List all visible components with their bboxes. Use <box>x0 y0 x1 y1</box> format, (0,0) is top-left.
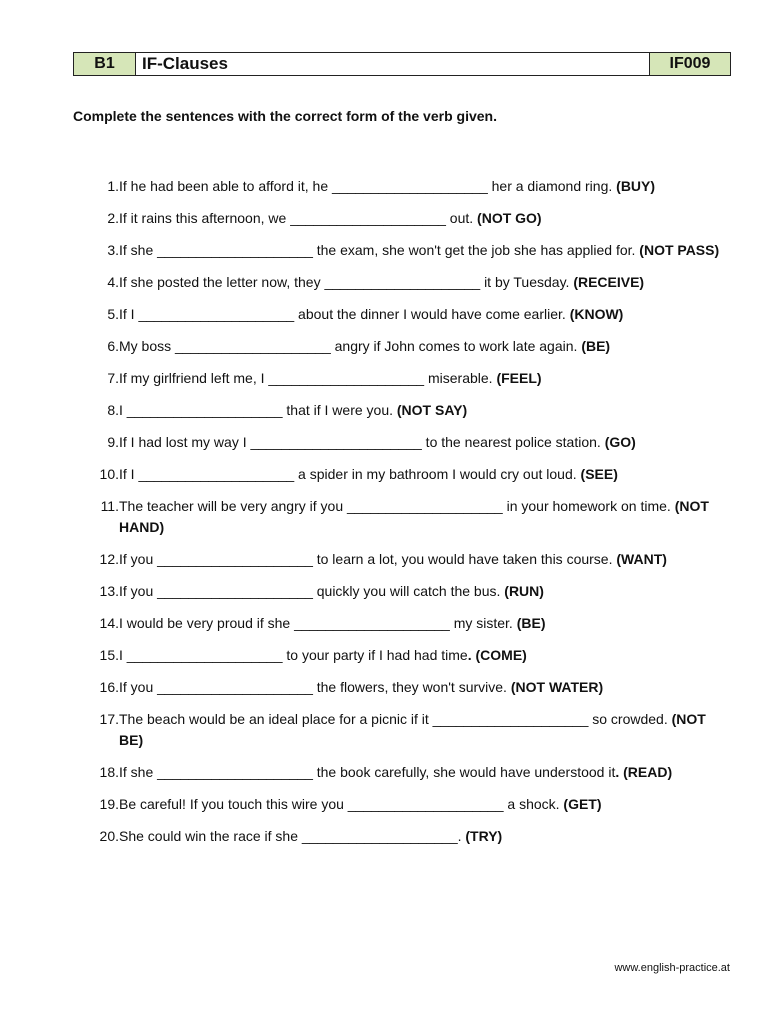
exercise-item <box>90 826 730 847</box>
item-number: 1. <box>107 178 119 194</box>
verb-hint: (TRY) <box>465 828 503 844</box>
item-sentence <box>119 240 730 261</box>
item-sentence <box>119 304 730 325</box>
exercise-item <box>90 613 730 634</box>
exercise-item <box>90 794 730 815</box>
verb-hint: . (COME) <box>467 647 527 663</box>
item-number: 18. <box>99 764 119 780</box>
worksheet-code: IF009 <box>650 53 730 75</box>
item-number: 17. <box>99 711 119 727</box>
sentence-text: If I ____________________ a spider in my bathroom I would cry out loud. <box>119 466 581 482</box>
verb-hint: (RUN) <box>504 583 544 599</box>
instruction-text: Complete the sentences with the correct form of the verb given. <box>73 108 497 124</box>
item-number: 2. <box>107 210 119 226</box>
exercise-item <box>90 549 730 570</box>
exercise-list <box>90 176 730 858</box>
item-sentence <box>119 826 730 847</box>
verb-hint: (BUY) <box>616 178 656 194</box>
item-number: 13. <box>99 583 119 599</box>
exercise-item <box>90 368 730 389</box>
item-sentence <box>119 336 730 357</box>
item-sentence <box>119 581 730 602</box>
exercise-item <box>90 400 730 421</box>
sentence-text: If he had been able to afford it, he ____________________ her a diamond ring. <box>119 178 617 194</box>
verb-hint: (NOT GO) <box>477 210 542 226</box>
sentence-text: If I ____________________ about the dinner I would have come earlier. <box>119 306 570 322</box>
item-sentence <box>119 400 730 421</box>
sentence-text: I ____________________ that if I were you. <box>119 402 397 418</box>
exercise-item <box>90 432 730 453</box>
item-number: 12. <box>99 551 119 567</box>
sentence-text: If she posted the letter now, they ____________________ it by Tuesday. <box>119 274 574 290</box>
sentence-text: I ____________________ to your party if I had had time <box>119 647 468 663</box>
worksheet-header <box>73 52 731 76</box>
item-sentence <box>119 208 730 229</box>
item-sentence <box>119 176 730 197</box>
item-number: 5. <box>107 306 119 322</box>
item-number: 7. <box>107 370 119 386</box>
sentence-text: If you ____________________ the flowers, they won't survive. <box>119 679 511 695</box>
item-sentence <box>119 368 730 389</box>
item-number: 9. <box>107 434 119 450</box>
verb-hint: (FEEL) <box>496 370 542 386</box>
exercise-item <box>90 581 730 602</box>
item-number: 20. <box>99 828 119 844</box>
item-sentence <box>119 677 730 698</box>
verb-hint: (GET) <box>563 796 602 812</box>
item-sentence <box>119 762 730 783</box>
item-number: 16. <box>99 679 119 695</box>
verb-hint: (NOT SAY) <box>396 402 468 418</box>
sentence-text: Be careful! If you touch this wire you ____________________ a shock. <box>119 796 564 812</box>
verb-hint: (RECEIVE) <box>573 274 645 290</box>
level-label: B1 <box>74 53 136 75</box>
item-number: 3. <box>107 242 119 258</box>
verb-hint: (SEE) <box>580 466 618 482</box>
item-sentence <box>119 496 730 538</box>
exercise-item <box>90 762 730 783</box>
worksheet-title: IF-Clauses <box>136 53 650 75</box>
sentence-text: If it rains this afternoon, we ____________________ out. <box>119 210 478 226</box>
item-number: 6. <box>107 338 119 354</box>
item-sentence <box>119 464 730 485</box>
item-number: 10. <box>99 466 119 482</box>
item-number: 11. <box>100 498 119 514</box>
exercise-item <box>90 496 730 538</box>
exercise-item <box>90 240 730 261</box>
item-number: 19. <box>99 796 119 812</box>
verb-hint: (GO) <box>604 434 636 450</box>
verb-hint: . (READ) <box>615 764 673 780</box>
item-number: 8. <box>107 402 119 418</box>
sentence-text: If you ____________________ quickly you will catch the bus. <box>119 583 505 599</box>
verb-hint: (BE) <box>516 615 546 631</box>
verb-hint: (NOT BE) <box>119 711 706 748</box>
verb-hint: (NOT PASS) <box>639 242 720 258</box>
exercise-item <box>90 176 730 197</box>
item-sentence <box>119 645 730 666</box>
exercise-item <box>90 464 730 485</box>
sentence-text: If I had lost my way I ______________________ to the nearest police station. <box>119 434 605 450</box>
exercise-item <box>90 336 730 357</box>
sentence-text: If she ____________________ the book carefully, she would have understood it <box>119 764 616 780</box>
item-sentence <box>119 432 730 453</box>
item-sentence <box>119 549 730 570</box>
sentence-text: The beach would be an ideal place for a picnic if it ____________________ so crowded. <box>119 711 672 727</box>
exercise-item <box>90 677 730 698</box>
exercise-item <box>90 272 730 293</box>
sentence-text: If she ____________________ the exam, she won't get the job she has applied for. <box>119 242 640 258</box>
verb-hint: (WANT) <box>616 551 667 567</box>
verb-hint: (NOT WATER) <box>510 679 604 695</box>
item-sentence <box>119 272 730 293</box>
item-sentence <box>119 794 730 815</box>
exercise-item <box>90 304 730 325</box>
sentence-text: If my girlfriend left me, I ____________________ miserable. <box>119 370 497 386</box>
sentence-text: My boss ____________________ angry if John comes to work late again. <box>119 338 582 354</box>
verb-hint: (BE) <box>581 338 611 354</box>
sentence-text: She could win the race if she ____________________. <box>119 828 466 844</box>
item-sentence <box>119 709 730 751</box>
verb-hint: (KNOW) <box>569 306 624 322</box>
footer-url: www.english-practice.at <box>614 962 730 974</box>
item-number: 4. <box>107 274 119 290</box>
exercise-item <box>90 645 730 666</box>
verb-hint: (NOT HAND) <box>119 498 709 535</box>
sentence-text: If you ____________________ to learn a lot, you would have taken this course. <box>119 551 617 567</box>
sentence-text: The teacher will be very angry if you ____________________ in your homework on time. <box>119 498 675 514</box>
item-number: 14. <box>99 615 119 631</box>
exercise-item <box>90 709 730 751</box>
item-number: 15. <box>99 647 119 663</box>
exercise-item <box>90 208 730 229</box>
sentence-text: I would be very proud if she ____________________ my sister. <box>119 615 517 631</box>
item-sentence <box>119 613 730 634</box>
